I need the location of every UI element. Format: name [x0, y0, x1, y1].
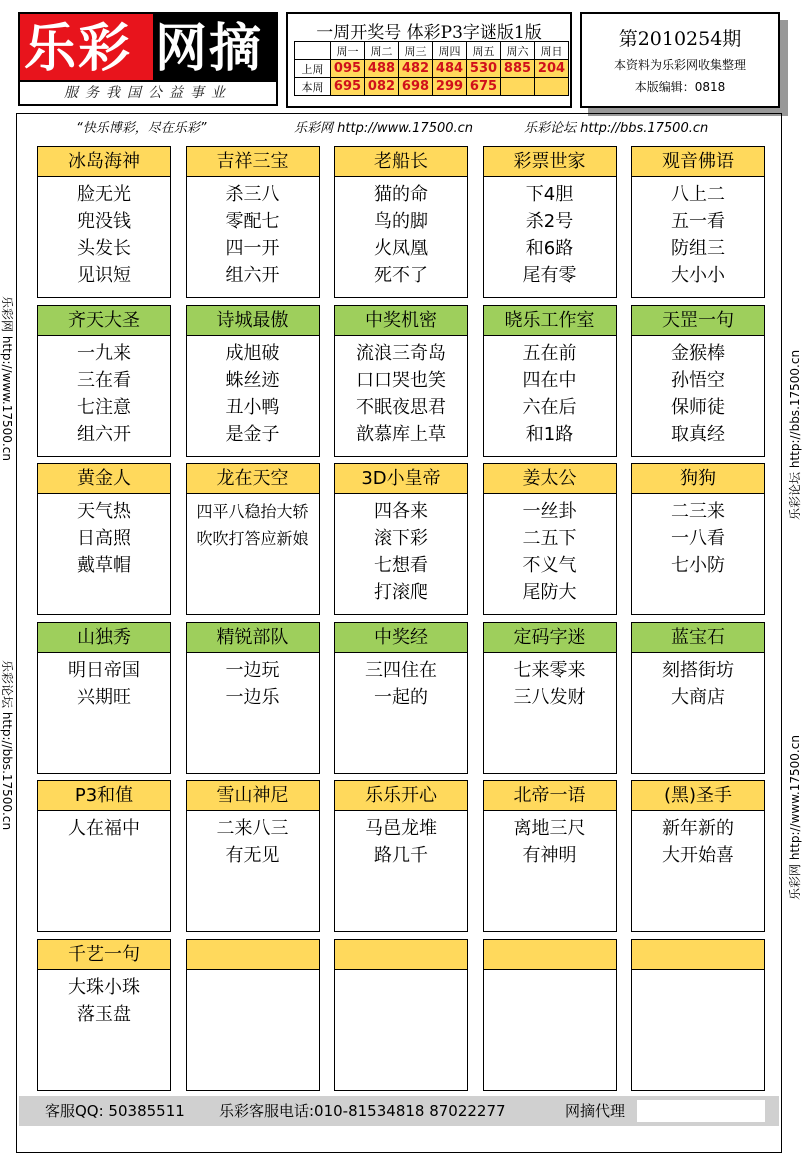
result-number	[535, 78, 569, 96]
card-line: 组六开	[77, 423, 131, 445]
last-week-row	[295, 60, 569, 78]
result-number: 482	[399, 60, 433, 78]
card-lines	[187, 336, 319, 448]
card-line: 大商店	[671, 686, 725, 708]
riddle-card	[334, 463, 468, 615]
card-line: 五在前	[522, 342, 577, 364]
card-line: 二三来	[671, 501, 725, 522]
card-line: 孙悟空	[671, 369, 725, 391]
card-line: 和1路	[525, 423, 574, 445]
card-line: 七来零来	[513, 659, 586, 681]
card-lines	[335, 494, 467, 606]
card-line: 保师徒	[671, 396, 725, 418]
result-number: 484	[433, 60, 467, 78]
card-line: 六在后	[522, 396, 577, 418]
card-lines	[484, 336, 616, 448]
card-title: (黑)圣手	[632, 781, 764, 811]
card-line: 吹吹打答应新娘	[196, 529, 309, 548]
riddle-card	[483, 463, 617, 615]
card-lines	[38, 177, 170, 289]
card-line: 蛛丝迹	[225, 369, 280, 391]
card-title: 诗城最傲	[187, 306, 319, 336]
card-line: 四各来	[374, 501, 428, 522]
footer-qq: 客服QQ: 50385511	[45, 1102, 185, 1120]
riddle-card	[37, 939, 171, 1091]
card-line: 一边乐	[225, 686, 280, 708]
result-number: 299	[433, 78, 467, 96]
card-line: 二五下	[522, 528, 577, 549]
row-label: 本周	[295, 78, 331, 96]
logo-right-block	[153, 12, 278, 82]
card-line: 零配七	[225, 211, 280, 232]
card-line: 五一看	[671, 211, 725, 232]
card-line: 日高照	[77, 528, 131, 549]
result-number: 095	[331, 60, 365, 78]
card-line: 天气热	[77, 501, 131, 522]
riddle-card	[37, 780, 171, 932]
card-line: 刻搭街坊	[662, 659, 734, 681]
card-title: 观音佛语	[632, 147, 764, 177]
riddle-card	[483, 939, 617, 1091]
card-title: 千艺一句	[38, 940, 170, 970]
card-line: 见识短	[77, 265, 131, 286]
card-line: 大珠小珠	[68, 976, 140, 998]
card-line: 金猴棒	[671, 342, 725, 364]
card-line: 四在中	[522, 369, 577, 391]
card-line: 七小防	[671, 555, 725, 576]
card-line: 有神明	[522, 845, 577, 866]
card-lines	[38, 811, 170, 842]
card-lines	[187, 494, 319, 552]
card-lines	[187, 970, 319, 974]
logo-left-text: 乐彩	[24, 19, 133, 79]
site-link-main[interactable]: 乐彩网 http://www.17500.cn	[294, 121, 474, 136]
footer-agent: 网摘代理	[565, 1102, 626, 1120]
card-line: 人在福中	[68, 818, 140, 839]
card-line: 落玉盘	[77, 1003, 131, 1025]
card-lines	[632, 811, 764, 869]
day-cell: 周三	[399, 42, 433, 60]
card-line: 和6路	[525, 238, 574, 259]
card-line: 三在看	[77, 369, 131, 391]
card-line: 不义气	[522, 555, 577, 576]
card-line: 大小小	[671, 265, 725, 286]
issue-note: 本资料为乐彩网收集整理	[613, 58, 746, 72]
day-cell: 周二	[365, 42, 399, 60]
card-title: 晓乐工作室	[484, 306, 616, 336]
card-line: 尾有零	[522, 265, 577, 286]
card-lines	[335, 811, 467, 869]
card-lines	[335, 653, 467, 711]
card-line: 猫的命	[374, 184, 428, 205]
riddle-card	[483, 780, 617, 932]
card-lines	[484, 970, 616, 974]
card-line: 离地三尺	[513, 818, 586, 839]
riddle-card	[631, 622, 765, 774]
result-number	[501, 78, 535, 96]
corner-cell	[295, 42, 331, 60]
riddle-card	[631, 146, 765, 298]
riddle-card	[37, 146, 171, 298]
card-line: 成旭破	[225, 342, 280, 364]
site-link-forum[interactable]: 乐彩论坛 http://bbs.17500.cn	[524, 121, 709, 136]
riddle-card	[37, 463, 171, 615]
card-line: 新年新的	[662, 818, 734, 839]
editor-code: 本版编辑：0818	[634, 80, 726, 94]
days-row	[295, 42, 569, 60]
card-lines	[484, 811, 616, 869]
card-line: 防组三	[671, 238, 725, 259]
day-cell: 周四	[433, 42, 467, 60]
card-lines	[484, 494, 616, 606]
card-line: 是金子	[225, 423, 280, 445]
card-line: 不眠夜思君	[356, 396, 446, 418]
site-quote: “快乐博彩，尽在乐彩”	[76, 121, 207, 136]
riddle-card	[186, 939, 320, 1091]
card-line: 一起的	[374, 686, 428, 708]
card-line: 三八发财	[513, 686, 586, 708]
result-number: 698	[399, 78, 433, 96]
riddle-card	[631, 780, 765, 932]
riddle-card	[186, 780, 320, 932]
card-title: 雪山神尼	[187, 781, 319, 811]
card-line: 流浪三奇岛	[356, 342, 446, 364]
card-title	[484, 940, 616, 970]
result-number: 530	[467, 60, 501, 78]
card-title: 北帝一语	[484, 781, 616, 811]
logo-left-block	[18, 12, 153, 82]
riddle-card	[631, 463, 765, 615]
this-week-row	[295, 78, 569, 96]
day-cell: 周六	[501, 42, 535, 60]
riddle-card	[334, 622, 468, 774]
riddle-card	[334, 939, 468, 1091]
card-title: 黄金人	[38, 464, 170, 494]
riddle-card	[186, 622, 320, 774]
card-line: 歆慕库上草	[356, 423, 446, 445]
card-line: 火凤凰	[374, 238, 428, 259]
card-line: 二来八三	[216, 818, 289, 839]
card-line: 兴期旺	[77, 686, 131, 708]
card-line: 三四住在	[365, 659, 437, 681]
card-title: 定码字迷	[484, 623, 616, 653]
result-number: 488	[365, 60, 399, 78]
day-cell: 周日	[535, 42, 569, 60]
card-lines	[484, 653, 616, 711]
card-lines	[38, 970, 170, 1028]
card-lines	[632, 177, 764, 289]
riddle-card	[631, 939, 765, 1091]
card-line: 尾防大	[522, 582, 577, 603]
card-title: 吉祥三宝	[187, 147, 319, 177]
card-title: 姜太公	[484, 464, 616, 494]
riddle-card	[37, 622, 171, 774]
card-line: 死不了	[374, 265, 428, 286]
result-number: 885	[501, 60, 535, 78]
card-lines	[38, 336, 170, 448]
card-line: 八上二	[671, 184, 725, 205]
card-line: 四一开	[225, 238, 280, 259]
riddle-card	[483, 305, 617, 457]
card-line: 明日帝国	[68, 659, 140, 681]
riddle-card	[483, 146, 617, 298]
card-line: 打滚爬	[374, 582, 428, 603]
riddle-card	[334, 305, 468, 457]
result-number: 675	[467, 78, 501, 96]
card-title: 中奖机密	[335, 306, 467, 336]
card-line: 杀2号	[525, 211, 574, 232]
issue-box	[580, 12, 780, 108]
result-number: 082	[365, 78, 399, 96]
card-line: 下4胆	[525, 184, 574, 205]
card-lines	[335, 970, 467, 974]
card-title	[632, 940, 764, 970]
riddle-card	[186, 463, 320, 615]
card-line: 路几千	[374, 845, 428, 866]
riddle-card	[631, 305, 765, 457]
card-line: 大开始喜	[662, 845, 734, 866]
day-cell: 周五	[467, 42, 501, 60]
card-line: 脸无光	[77, 184, 131, 205]
page-header	[0, 0, 800, 112]
card-lines	[187, 653, 319, 711]
card-lines	[335, 177, 467, 289]
card-title: 老船长	[335, 147, 467, 177]
card-line: 口口哭也笑	[356, 369, 446, 391]
card-lines	[187, 811, 319, 869]
card-lines	[484, 177, 616, 289]
card-lines	[187, 177, 319, 289]
side-text-left-bottom: 乐彩论坛 http://bbs.17500.cn	[0, 660, 14, 831]
card-title: 乐乐开心	[335, 781, 467, 811]
card-title: 中奖经	[335, 623, 467, 653]
card-line: 有无见	[225, 845, 280, 866]
day-cell: 周一	[331, 42, 365, 60]
card-line: 兜没钱	[77, 211, 131, 232]
card-title: 齐天大圣	[38, 306, 170, 336]
card-line: 杀三八	[225, 184, 280, 205]
card-line: 滚下彩	[374, 528, 428, 549]
card-title: 山独秀	[38, 623, 170, 653]
site-bar	[16, 116, 782, 136]
side-text-right-bottom: 乐彩网 http://www.17500.cn	[788, 735, 802, 900]
card-title	[335, 940, 467, 970]
side-text-left-top: 乐彩网 http://www.17500.cn	[0, 296, 14, 461]
card-line: 鸟的脚	[374, 211, 428, 232]
results-table	[294, 41, 569, 96]
card-line: 一八看	[671, 528, 725, 549]
result-number: 204	[535, 60, 569, 78]
card-title: 龙在天空	[187, 464, 319, 494]
agent-blank-field	[637, 1100, 765, 1122]
card-title	[187, 940, 319, 970]
card-title: 3D小皇帝	[335, 464, 467, 494]
side-text-right-top: 乐彩论坛 http://bbs.17500.cn	[788, 349, 802, 520]
card-line: 四平八稳抬大轿	[196, 502, 309, 521]
footer-bar	[19, 1096, 779, 1126]
weekly-results-box	[286, 12, 572, 108]
card-lines	[632, 970, 764, 974]
result-number: 695	[331, 78, 365, 96]
riddle-card	[186, 146, 320, 298]
card-title: 精锐部队	[187, 623, 319, 653]
card-lines	[335, 336, 467, 448]
logo-right-text: 网摘	[155, 19, 264, 79]
riddle-card	[37, 305, 171, 457]
riddle-card	[483, 622, 617, 774]
card-line: 丑小鸭	[225, 396, 280, 418]
row-label: 上周	[295, 60, 331, 78]
slogan: 服务我国公益事业	[18, 82, 278, 106]
card-lines	[632, 336, 764, 448]
card-line: 七想看	[374, 555, 428, 576]
card-title: P3和值	[38, 781, 170, 811]
card-line: 戴草帽	[77, 555, 131, 576]
card-line: 头发长	[77, 238, 131, 259]
riddle-card	[334, 780, 468, 932]
results-title: 一周开奖号 体彩P3字谜版1版	[316, 23, 542, 43]
riddle-card	[334, 146, 468, 298]
riddle-card	[186, 305, 320, 457]
card-lines	[632, 494, 764, 579]
card-title: 狗狗	[632, 464, 764, 494]
card-title: 天罡一句	[632, 306, 764, 336]
card-title: 彩票世家	[484, 147, 616, 177]
issue-number: 第2010254期	[618, 28, 742, 50]
card-lines	[38, 653, 170, 711]
card-line: 马邑龙堆	[365, 818, 437, 839]
card-title: 冰岛海神	[38, 147, 170, 177]
card-line: 一九来	[77, 342, 131, 364]
card-line: 取真经	[671, 423, 725, 445]
card-line: 一丝卦	[522, 501, 577, 522]
card-lines	[38, 494, 170, 579]
card-line: 七注意	[77, 396, 131, 418]
card-title: 蓝宝石	[632, 623, 764, 653]
card-line: 一边玩	[225, 659, 280, 681]
card-lines	[632, 653, 764, 711]
card-line: 组六开	[225, 265, 280, 286]
footer-phone: 乐彩客服电话:010-81534818 87022277	[219, 1102, 506, 1120]
